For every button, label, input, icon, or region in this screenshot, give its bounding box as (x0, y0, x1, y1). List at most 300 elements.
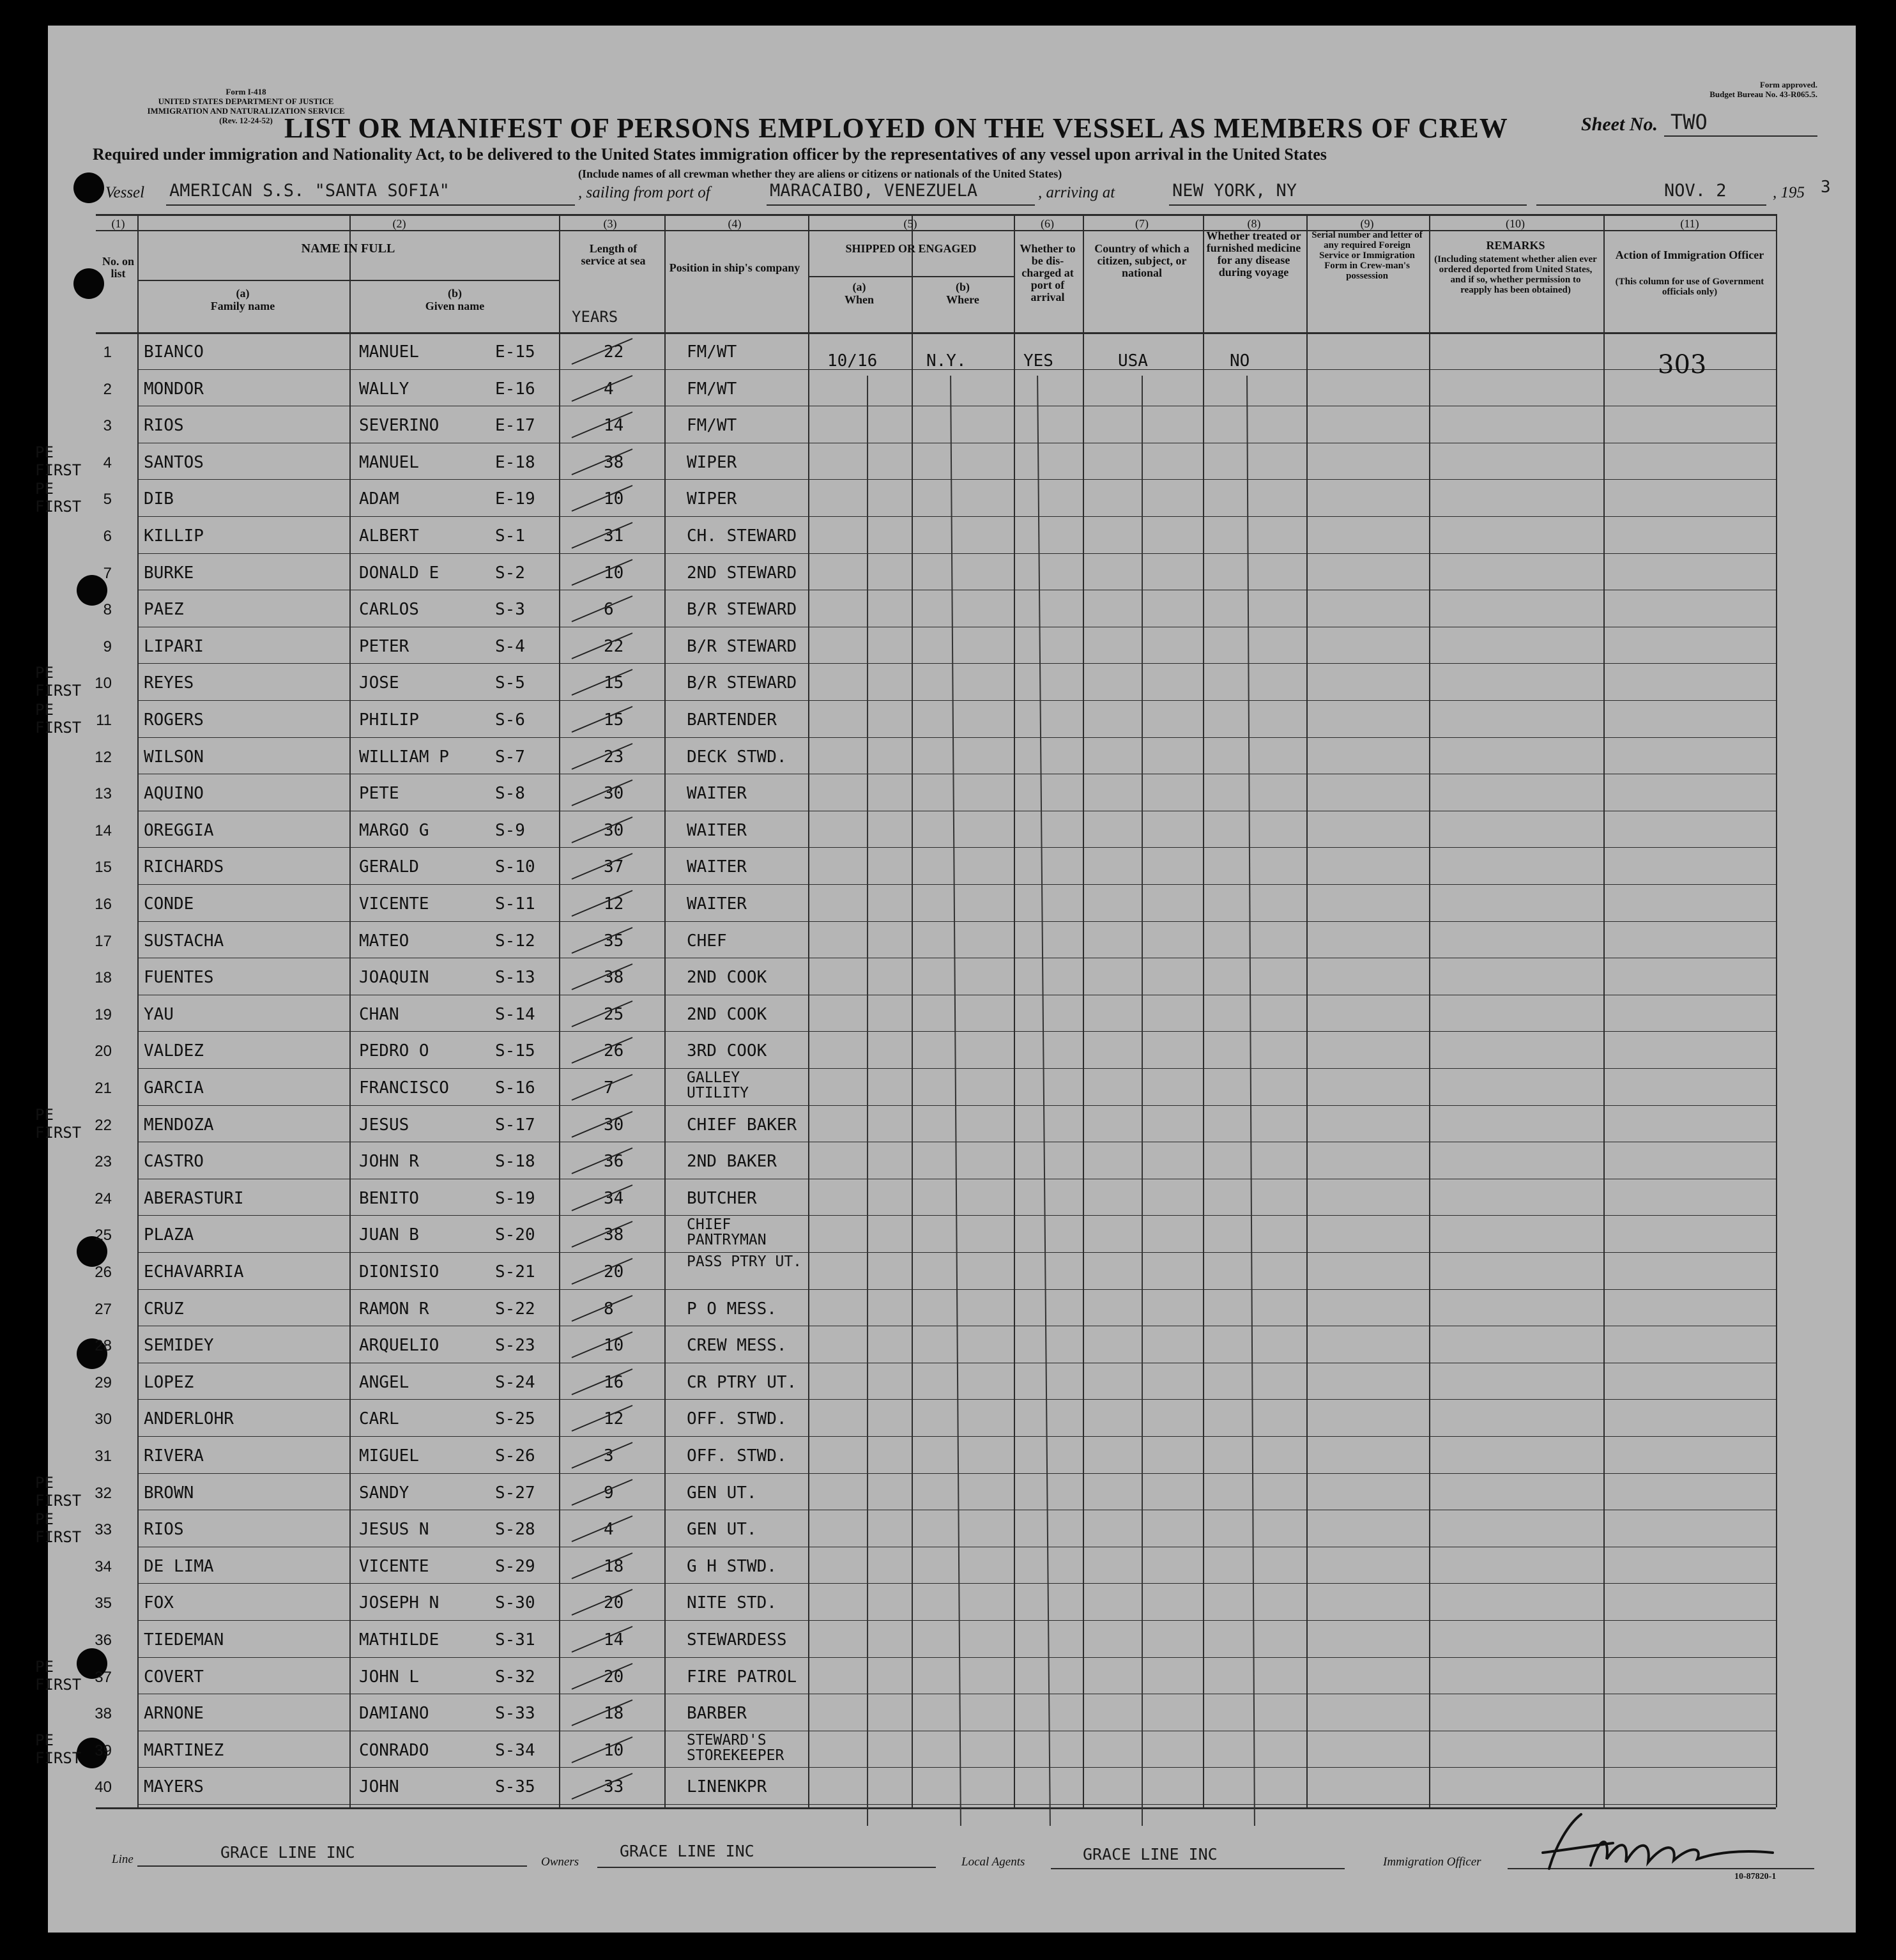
col-number: (7) (1135, 217, 1149, 230)
row-number: 30 (95, 1411, 112, 1428)
family-name: OREGGIA (144, 820, 214, 840)
pe-annotation: PE FIRST (35, 1657, 82, 1694)
grid-line (137, 884, 1776, 885)
footer-owners-label: Owners (541, 1855, 579, 1869)
row-number: 16 (95, 896, 112, 913)
row-number: 10 (95, 675, 112, 693)
grid-line (137, 1068, 1776, 1069)
family-name: BIANCO (144, 342, 204, 362)
row-number: 1 (103, 344, 112, 361)
grid-line (808, 276, 1014, 277)
check-mark (569, 482, 639, 514)
family-name: PLAZA (144, 1225, 194, 1245)
row-number: 12 (95, 748, 112, 766)
officer-signature (1530, 1808, 1798, 1878)
position: 2ND COOK (687, 968, 767, 988)
position: B/R STEWARD (687, 600, 797, 620)
given-name: WILLIAM P (359, 747, 449, 767)
check-mark (569, 887, 639, 919)
crew-code: S-25 (495, 1409, 535, 1429)
header-name-in-full: NAME IN FULL (301, 241, 395, 256)
header-treated: Whether treated or furnished medicine for any disease during voyage (1206, 229, 1301, 279)
family-name: REYES (144, 673, 194, 693)
grid-line (912, 214, 913, 1807)
family-name: GARCIA (144, 1078, 204, 1098)
row-number: 19 (95, 1006, 112, 1023)
header-shipped: SHIPPED OR ENGAGED (845, 242, 977, 255)
punch-hole (73, 172, 104, 203)
family-name: WILSON (144, 747, 204, 767)
header-discharged: Whether to be dis-charged at port of arrival (1020, 242, 1076, 303)
header-serial: Serial number and letter of any required Foreign Service or Immigration Form in Crew-man's possession (1311, 230, 1423, 281)
given-name: MANUEL (359, 452, 419, 472)
family-name: FOX (144, 1593, 174, 1613)
arrival-date: NOV. 2 (1664, 181, 1727, 201)
given-name: ARQUELIO (359, 1336, 440, 1356)
position: CHIEF BAKER (687, 1115, 797, 1135)
position: DECK STWD. (687, 747, 787, 767)
family-name: RIOS (144, 416, 184, 436)
position: BARBER (687, 1704, 747, 1724)
family-name: MARTINEZ (144, 1740, 224, 1760)
given-name: PHILIP (359, 710, 419, 730)
grid-line (559, 214, 560, 1807)
grid-line (349, 214, 351, 1807)
print-code: 10-87820-1 (1734, 1872, 1777, 1881)
grid-line (1014, 214, 1015, 1807)
grid-line (137, 553, 1776, 554)
family-name: RICHARDS (144, 857, 224, 877)
years-at-sea: 34 (604, 1188, 624, 1208)
crew-code: S-16 (495, 1078, 535, 1098)
years-at-sea: 38 (604, 968, 624, 988)
years-at-sea: 22 (604, 636, 624, 656)
position: GEN UT. (687, 1520, 757, 1540)
grid-line (1306, 214, 1308, 1807)
family-name: LIPARI (144, 636, 204, 656)
years-at-sea: 14 (604, 1630, 624, 1650)
row-number: 9 (103, 638, 112, 655)
row-number: 25 (95, 1227, 112, 1244)
footer-agents-value: GRACE LINE INC (1083, 1845, 1218, 1864)
years-at-sea: 4 (604, 1520, 614, 1540)
pe-annotation: PE FIRST (35, 1473, 82, 1510)
check-mark (569, 335, 639, 367)
crew-code: S-7 (495, 747, 525, 767)
header-family-a: (a) (236, 287, 250, 300)
row-number: 33 (95, 1521, 112, 1539)
position: CH. STEWARD (687, 526, 797, 546)
given-name: SANDY (359, 1483, 409, 1503)
check-mark (569, 1623, 639, 1655)
years-at-sea: 10 (604, 489, 624, 509)
form-revision: (Rev. 12-24-52) (219, 116, 273, 125)
given-name: ADAM (359, 489, 399, 509)
check-mark (569, 1660, 639, 1692)
years-at-sea: 15 (604, 673, 624, 693)
crew-code: E-19 (495, 489, 535, 509)
years-at-sea: 37 (604, 857, 624, 877)
col-number: (9) (1360, 217, 1374, 230)
given-name: DIONISIO (359, 1262, 440, 1282)
years-at-sea: 38 (604, 452, 624, 472)
given-name: CARL (359, 1409, 399, 1429)
country-value: USA (1118, 351, 1148, 371)
crew-code: S-5 (495, 673, 525, 693)
grid-line (137, 1804, 1776, 1805)
grid-line (137, 1436, 1776, 1437)
given-name: CHAN (359, 1004, 399, 1024)
check-mark (569, 961, 639, 993)
crew-code: S-3 (495, 600, 525, 620)
position: OFF. STWD. (687, 1446, 787, 1466)
header-no-on-list: No. on list (102, 255, 134, 280)
given-name: MANUEL (359, 342, 419, 362)
grid-line (137, 280, 559, 281)
given-name: FRANCISCO (359, 1078, 449, 1098)
pe-annotation: PE FIRST (35, 1510, 82, 1547)
check-mark (569, 556, 639, 588)
shipped-where: N.Y. (926, 351, 967, 371)
crew-code: S-15 (495, 1041, 535, 1061)
page-title: LIST OR MANIFEST OF PERSONS EMPLOYED ON THE VESSEL AS MEMBERS OF CREW (284, 112, 1508, 144)
position: WIPER (687, 452, 737, 472)
check-mark (569, 1145, 639, 1177)
family-name: DE LIMA (144, 1556, 214, 1576)
check-mark (569, 1366, 639, 1398)
family-name: CASTRO (144, 1152, 204, 1172)
ditto-line (950, 376, 961, 1826)
include-note: (Include names of all crewman whether they are aliens or citizens or nationals of the United States) (578, 167, 1062, 180)
grid-line (137, 1105, 1776, 1106)
years-at-sea: 30 (604, 784, 624, 804)
pe-annotation: PE FIRST (35, 1731, 82, 1767)
row-number: 18 (95, 969, 112, 987)
given-name: VICENTE (359, 1556, 429, 1576)
years-at-sea: 18 (604, 1556, 624, 1576)
grid-line (137, 663, 1776, 664)
row-number: 17 (95, 932, 112, 950)
col-number: (5) (903, 217, 917, 230)
position: LINENKPR (687, 1777, 767, 1797)
check-mark (569, 1439, 639, 1471)
years-at-sea: 8 (604, 1299, 614, 1319)
crew-code: S-9 (495, 820, 525, 840)
years-at-sea: 12 (604, 1409, 624, 1429)
row-number: 31 (95, 1448, 112, 1465)
crew-code: E-18 (495, 452, 535, 472)
row-number: 34 (95, 1558, 112, 1575)
year-suffix: 3 (1821, 178, 1831, 197)
vessel-name: AMERICAN S.S. "SANTA SOFIA" (169, 181, 450, 201)
given-name: DONALD E (359, 563, 440, 583)
family-name: ARNONE (144, 1704, 204, 1724)
pe-annotation: PE FIRST (35, 443, 82, 479)
grid-line (137, 1657, 1776, 1658)
row-number: 39 (95, 1742, 112, 1759)
approval-block (1607, 80, 1817, 99)
family-name: DIB (144, 489, 174, 509)
given-name: JOAQUIN (359, 968, 429, 988)
row-number: 3 (103, 417, 112, 435)
family-name: ABERASTURI (144, 1188, 244, 1208)
years-at-sea: 15 (604, 710, 624, 730)
check-mark (569, 1513, 639, 1545)
given-name: MIGUEL (359, 1446, 419, 1466)
family-name: YAU (144, 1004, 174, 1024)
ditto-line (1246, 376, 1255, 1826)
crew-code: S-33 (495, 1704, 535, 1724)
given-name: PETE (359, 784, 399, 804)
position: PASS PTRY UT. (687, 1253, 802, 1270)
header-action: Action of Immigration Officer (1615, 249, 1764, 261)
form-number: Form I-418 (226, 87, 266, 96)
check-mark (569, 850, 639, 882)
given-name: PETER (359, 636, 409, 656)
check-mark (569, 1734, 639, 1766)
years-at-sea: 35 (604, 931, 624, 951)
given-name: CONRADO (359, 1740, 429, 1760)
family-name: VALDEZ (144, 1041, 204, 1061)
grid-line (137, 214, 139, 1807)
grid-line (137, 1620, 1776, 1621)
row-number: 29 (95, 1374, 112, 1391)
position: OFF. STWD. (687, 1409, 787, 1429)
given-name: RAMON R (359, 1299, 429, 1319)
grid-line (137, 1583, 1776, 1584)
check-mark (569, 814, 639, 846)
family-name: SANTOS (144, 452, 204, 472)
position: WAITER (687, 820, 747, 840)
family-name: MENDOZA (144, 1115, 214, 1135)
grid-line (137, 737, 1776, 738)
col-number: (10) (1506, 217, 1525, 230)
row-number: 15 (95, 859, 112, 877)
family-name: PAEZ (144, 600, 184, 620)
position: WAITER (687, 894, 747, 914)
row-number: 28 (95, 1337, 112, 1355)
row-number: 22 (95, 1116, 112, 1134)
crew-code: S-14 (495, 1004, 535, 1024)
crew-code: S-20 (495, 1225, 535, 1245)
years-at-sea: 14 (604, 416, 624, 436)
arriving-port: NEW YORK, NY (1172, 181, 1297, 201)
crew-code: S-32 (495, 1667, 535, 1687)
crew-code: S-10 (495, 857, 535, 877)
given-name: MATHILDE (359, 1630, 440, 1650)
row-number: 13 (95, 785, 112, 803)
crew-code: S-29 (495, 1556, 535, 1576)
crew-code: S-8 (495, 784, 525, 804)
row-number: 32 (95, 1484, 112, 1502)
given-name: SEVERINO (359, 416, 440, 436)
crew-code: S-23 (495, 1336, 535, 1356)
family-name: CRUZ (144, 1299, 184, 1319)
family-name: MONDOR (144, 379, 204, 399)
grid-line (137, 921, 1776, 922)
position: WAITER (687, 784, 747, 804)
position: BARTENDER (687, 710, 777, 730)
grid-line (96, 214, 1776, 216)
family-name: LOPEZ (144, 1372, 194, 1392)
given-name: BENITO (359, 1188, 419, 1208)
check-mark (569, 1586, 639, 1618)
manifest-sheet (35, 26, 1856, 1933)
family-name: MAYERS (144, 1777, 204, 1797)
grid-line (137, 1473, 1776, 1474)
check-mark (569, 1402, 639, 1434)
row-number: 20 (95, 1043, 112, 1060)
col-number: (8) (1247, 217, 1261, 230)
row-number: 37 (95, 1668, 112, 1686)
header-where-b: (b) (956, 280, 970, 293)
crew-code: S-30 (495, 1593, 535, 1613)
years-at-sea: 33 (604, 1777, 624, 1797)
family-name: KILLIP (144, 526, 204, 546)
crew-code: S-11 (495, 894, 535, 914)
form-subtitle: Required under immigration and Nationality Act, to be delivered to the United States immigration officer by the representatives of any vessel upon arrival in the United States (93, 145, 1327, 164)
check-mark (569, 372, 639, 404)
position: 2ND BAKER (687, 1152, 777, 1172)
header-given-b: (b) (448, 287, 462, 300)
years-at-sea: 4 (604, 379, 614, 399)
check-mark (569, 409, 639, 441)
check-mark (569, 1255, 639, 1287)
position: FM/WT (687, 342, 737, 362)
crew-code: S-12 (495, 931, 535, 951)
position: GEN UT. (687, 1483, 757, 1503)
position: G H STWD. (687, 1556, 777, 1576)
check-mark (569, 703, 639, 735)
agency-service: IMMIGRATION AND NATURALIZATION SERVICE (147, 106, 345, 116)
position: WAITER (687, 857, 747, 877)
given-name: JOSEPH N (359, 1593, 440, 1613)
ditto-line (1142, 376, 1143, 1826)
header-years: YEARS (572, 308, 618, 326)
years-at-sea: 26 (604, 1041, 624, 1061)
vessel-label: Vessel (105, 184, 145, 201)
years-at-sea: 20 (604, 1262, 624, 1282)
header-family-name: Family name (210, 300, 275, 312)
footer-officer-label: Immigration Officer (1383, 1855, 1481, 1869)
sailing-label: , sailing from port of (578, 184, 710, 201)
position: NITE STD. (687, 1593, 777, 1613)
family-name: ANDERLOHR (144, 1409, 234, 1429)
family-name: FUENTES (144, 968, 214, 988)
check-mark (569, 1108, 639, 1140)
given-name: ALBERT (359, 526, 419, 546)
given-name: GERALD (359, 857, 419, 877)
given-name: JESUS (359, 1115, 409, 1135)
check-mark (569, 519, 639, 551)
grid-line (137, 700, 1776, 701)
years-at-sea: 30 (604, 1115, 624, 1135)
crew-code: S-6 (495, 710, 525, 730)
crew-code: S-13 (495, 968, 535, 988)
years-at-sea: 36 (604, 1152, 624, 1172)
grid-line (1083, 214, 1084, 1807)
crew-code: S-35 (495, 1777, 535, 1797)
years-at-sea: 10 (604, 1740, 624, 1760)
position: FIRE PATROL (687, 1667, 797, 1687)
position: BUTCHER (687, 1188, 757, 1208)
sheet-number: TWO (1670, 110, 1708, 134)
year-prefix: , 195 (1773, 184, 1805, 201)
grid-line (1429, 214, 1430, 1807)
years-at-sea: 30 (604, 820, 624, 840)
treated-value: NO (1230, 351, 1250, 371)
ditto-line (1037, 376, 1051, 1826)
grid-line (96, 1807, 1776, 1809)
row-number: 4 (103, 454, 112, 471)
pe-annotation: PE FIRST (35, 701, 82, 737)
row-number: 6 (103, 528, 112, 545)
header-country: Country of which a citizen, subject, or national (1094, 242, 1189, 279)
check-mark (569, 998, 639, 1030)
row-number: 40 (95, 1779, 112, 1796)
family-name: SUSTACHA (144, 931, 224, 951)
header-action-note: (This column for use of Government officials only) (1615, 277, 1764, 297)
years-at-sea: 10 (604, 1336, 624, 1356)
row-number: 23 (95, 1153, 112, 1171)
position: GALLEY UTILITY (687, 1069, 749, 1101)
check-mark (569, 924, 639, 956)
check-mark (569, 446, 639, 478)
years-at-sea: 16 (604, 1372, 624, 1392)
position: CHIEF PANTRYMAN (687, 1216, 767, 1249)
check-mark (569, 1034, 639, 1066)
check-mark (569, 777, 639, 809)
footer-owners-value: GRACE LINE INC (620, 1842, 754, 1860)
shipped-when: 10/16 (827, 351, 878, 371)
years-at-sea: 10 (604, 563, 624, 583)
family-name: ECHAVARRIA (144, 1262, 244, 1282)
grid-line (137, 847, 1776, 848)
check-mark (569, 630, 639, 662)
check-mark (569, 593, 639, 625)
col-number: (6) (1041, 217, 1054, 230)
header-remarks-note: (Including statement whether alien ever ordered deported from United States, and if so, whether permission to reapply has been obtained) (1434, 254, 1597, 295)
position: FM/WT (687, 379, 737, 399)
header-position: Position in ship's company (669, 261, 800, 274)
grid-line (1203, 214, 1204, 1807)
budget-number: Budget Bureau No. 43-R065.5. (1709, 89, 1817, 99)
crew-code: S-17 (495, 1115, 535, 1135)
crew-code: S-19 (495, 1188, 535, 1208)
family-name: SEMIDEY (144, 1336, 214, 1356)
grid-line (664, 214, 666, 1807)
check-mark (569, 1071, 639, 1103)
given-name: MATEO (359, 931, 409, 951)
row-number: 5 (103, 491, 112, 509)
check-mark (569, 740, 639, 772)
crew-code: S-27 (495, 1483, 535, 1503)
position: STEWARDESS (687, 1630, 787, 1650)
grid-line (137, 1767, 1776, 1768)
family-name: RIOS (144, 1520, 184, 1540)
grid-line (137, 516, 1776, 517)
years-at-sea: 25 (604, 1004, 624, 1024)
position: 3RD COOK (687, 1041, 767, 1061)
footer-agents-label: Local Agents (961, 1855, 1025, 1869)
given-name: VICENTE (359, 894, 429, 914)
position: CHEF (687, 931, 727, 951)
col-number: (3) (603, 217, 617, 230)
family-name: TIEDEMAN (144, 1630, 224, 1650)
family-name: BURKE (144, 563, 194, 583)
crew-code: S-22 (495, 1299, 535, 1319)
given-name: WALLY (359, 379, 409, 399)
